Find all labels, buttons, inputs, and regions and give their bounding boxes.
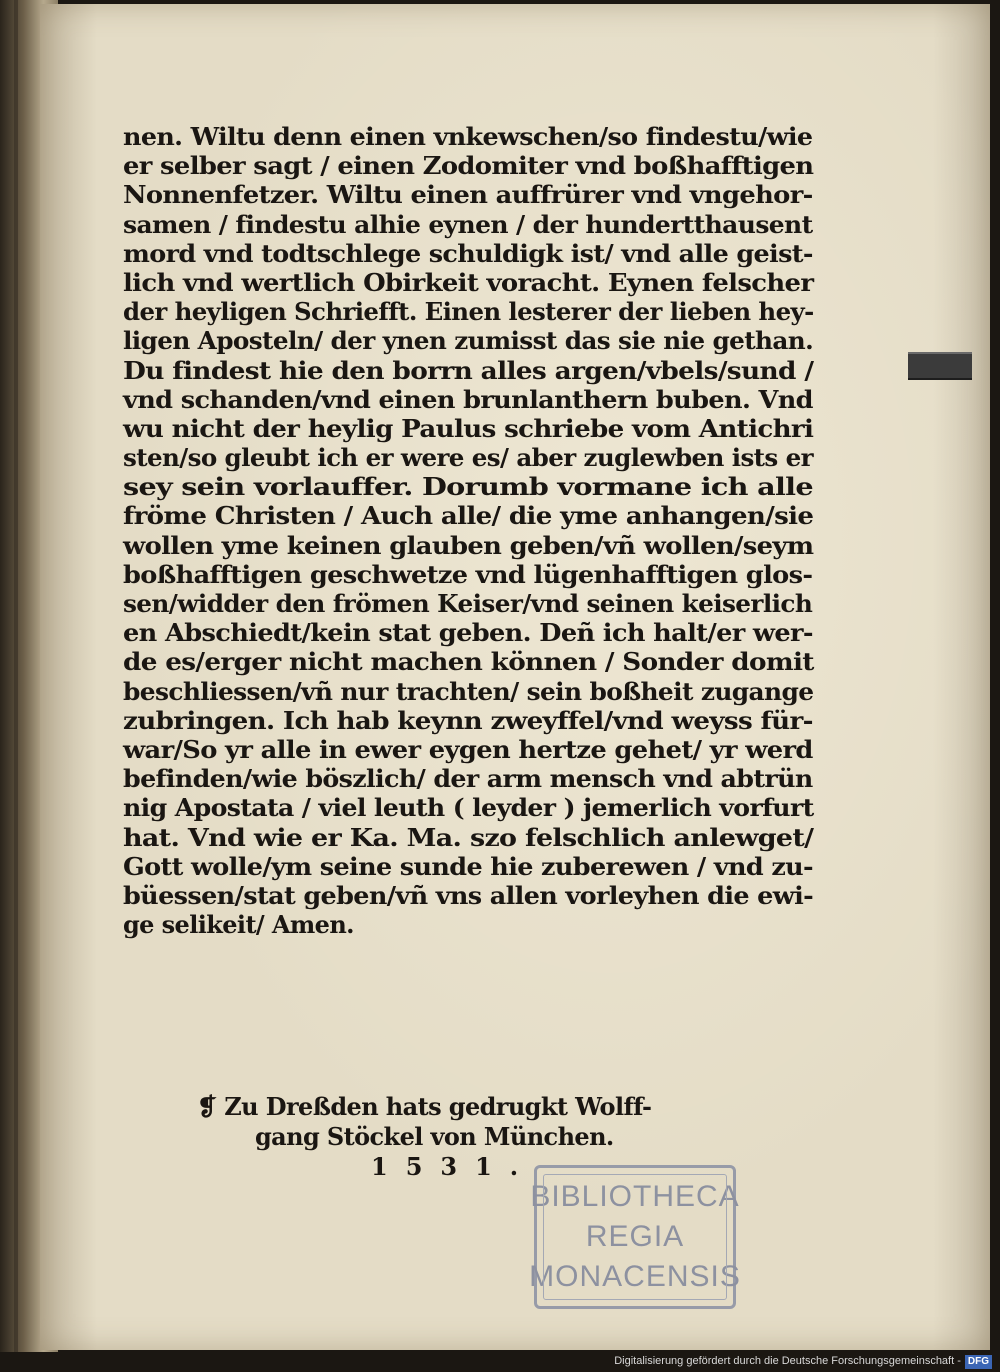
text-line: lich vnd wertlich Obirkeit voracht. Eynen felscher — [123, 267, 814, 297]
colophon-line-2: gang Stöckel von München. — [255, 1122, 614, 1151]
stamp-line-1: BIBLIOTHECA — [530, 1180, 740, 1213]
text-line: fröme Christen / Auch alle/ die yme anhangen/sie — [123, 501, 814, 531]
library-stamp — [529, 1165, 741, 1309]
spine-edge — [14, 0, 18, 1352]
credit-text: Digitalisierung gefördert durch die Deutsche Forschungsgemeinschaft - — [614, 1355, 961, 1367]
colophon-line-1: ❡ Zu Dreßden hats gedrugkt Wolff- — [197, 1092, 652, 1121]
text-line: de es/erger nicht machen können / Sonder domit — [123, 647, 814, 677]
text-line: zubringen. Ich hab keynn zweyffel/vnd weyss für- — [123, 705, 813, 735]
stamp-line-3: MONACENSIS — [529, 1260, 741, 1293]
text-line: sen/widder den frömen Keiser/vnd seinen keiserlich — [123, 589, 813, 618]
text-line: ligen Aposteln/ der ynen zumisst das sie nie gethan. — [123, 326, 814, 356]
text-line: vnd schanden/vnd einen brunlanthern buben. Vnd — [123, 384, 813, 414]
text-line: mord vnd todtschlege schuldigk ist/ vnd alle geist- — [123, 238, 813, 268]
text-line: boßhafftigen geschwetze vnd lügenhafftigen glos- — [123, 559, 813, 589]
text-line: nen. Wiltu denn einen vnkewschen/so findestu/wie — [123, 122, 813, 151]
text-line: befinden/wie böszlich/ der arm mensch vnd abtrün — [123, 764, 813, 794]
text-line: en Abschiedt/kein stat geben. Deñ ich halt/er wer- — [123, 618, 813, 648]
text-line: der heyligen Schriefft. Einen lesterer der lieben hey- — [123, 297, 814, 327]
text-line: er selber sagt / einen Zodomiter vnd boßhafftigen — [123, 151, 814, 181]
text-line: beschliessen/vñ nur trachten/ sein boßheit zugange — [123, 676, 814, 706]
text-line: Du findest hie den borrn alles argen/vbels/sund / — [123, 355, 814, 385]
stamp-line-2: REGIA — [585, 1220, 685, 1253]
text-line: war/So yr alle in ewer eygen hertze gehet/ yr werd — [123, 734, 813, 764]
text-line: sten/so gleubt ich er were es/ aber zuglewben ists er — [123, 443, 813, 473]
body-text — [123, 122, 813, 939]
text-line: wu nicht der heylig Paulus schriebe vom Antichri — [123, 413, 814, 443]
text-line: Nonnenfetzer. Wiltu einen auffrürer vnd vngehor- — [123, 180, 813, 210]
text-line: ge selikeit/ Amen. — [123, 910, 354, 940]
digitization-credit — [614, 1352, 992, 1370]
text-line: wollen yme keinen glauben geben/vñ wollen/seym — [123, 530, 814, 560]
text-line: hat. Vnd wie er Ka. Ma. szo felschlich anlewget/ — [123, 822, 814, 852]
colophon-year: 1531. — [371, 1152, 537, 1181]
dfg-logo-icon: DFG — [965, 1355, 992, 1369]
page-tab-marker — [908, 352, 972, 380]
text-line: sey sein vorlauffer. Dorumb vormane ich alle — [123, 472, 813, 502]
text-line: Gott wolle/ym seine sunde hie zuberewen / vnd zu- — [123, 851, 814, 881]
text-line: nig Apostata / viel leuth ( leyder ) jemerlich vorfurt — [123, 793, 814, 823]
text-line: büessen/stat geben/vñ vns allen vorleyhen die ewi- — [123, 880, 814, 910]
text-line: samen / findestu alhie eynen / der hundertthausent — [123, 209, 813, 239]
